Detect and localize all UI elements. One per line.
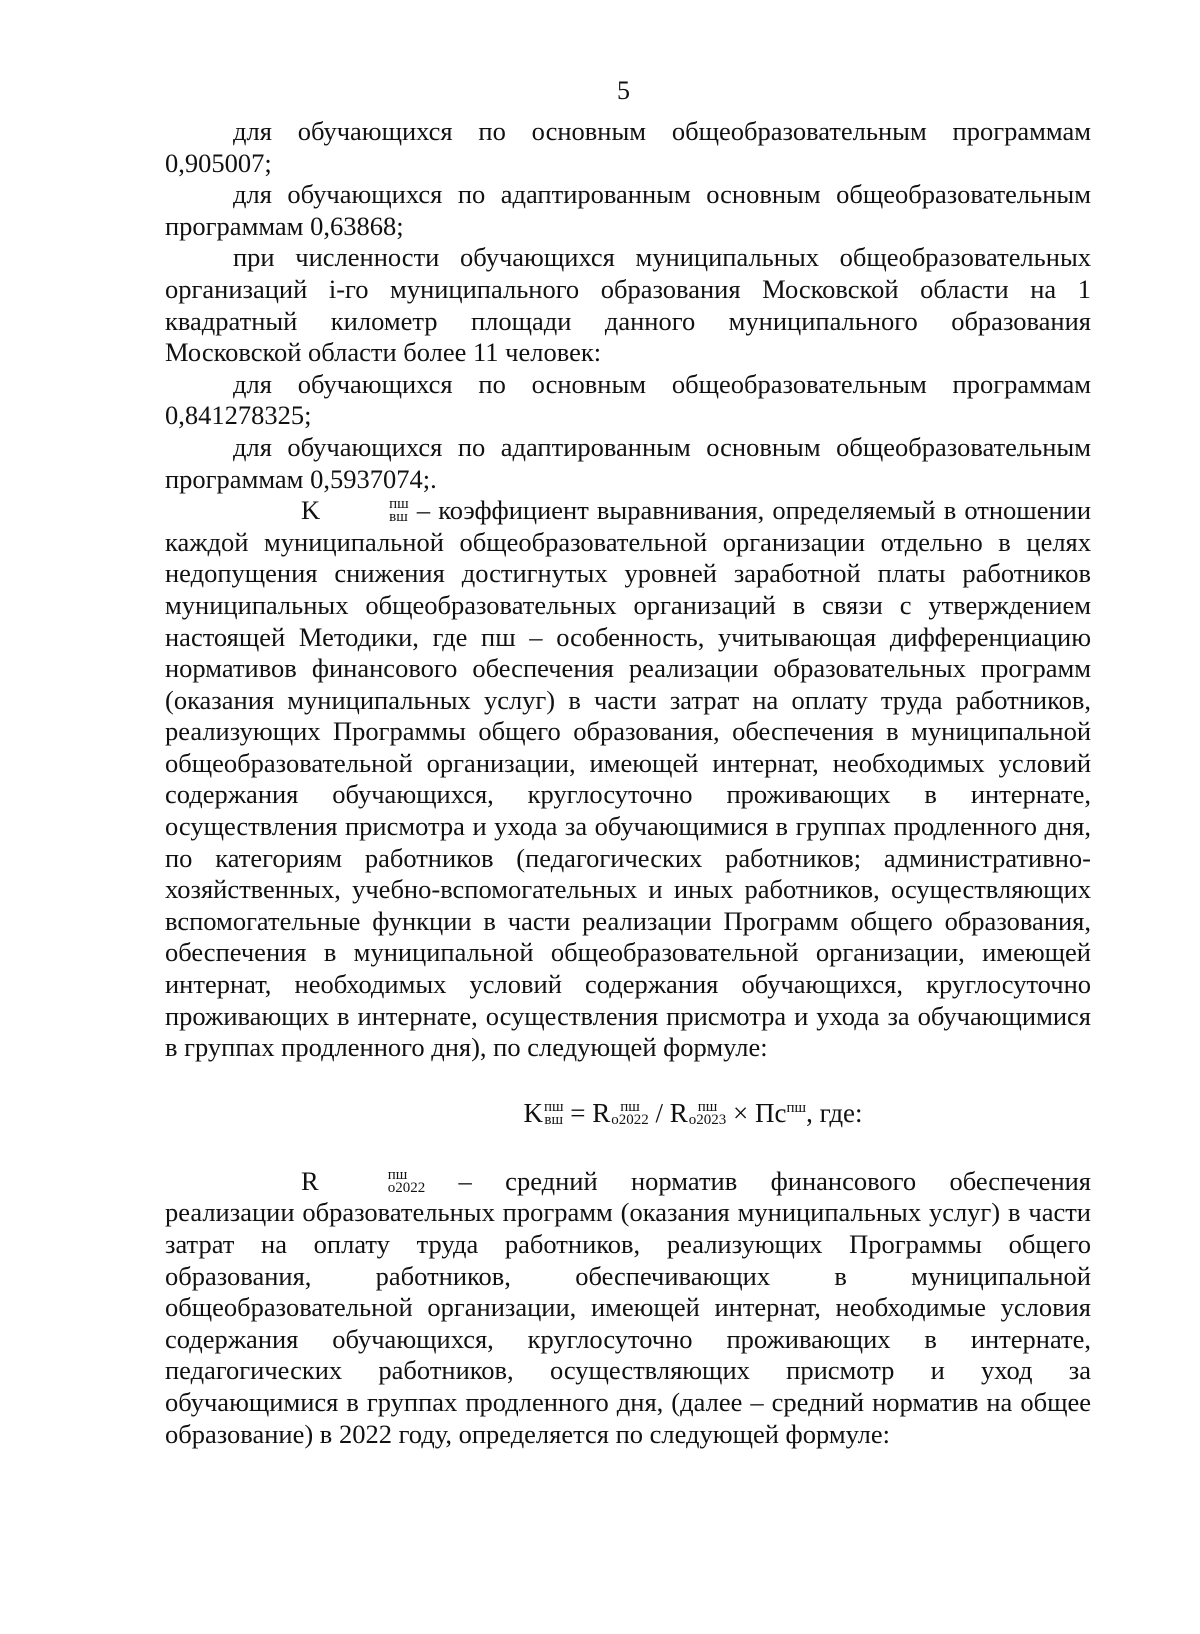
paragraph-basic-programs-2: для обучающихся по основным общеобразовательным программам 0,841278325; [165, 368, 1091, 431]
r2022-symbol-base: R [301, 1165, 319, 1196]
formula-tail: , где: [806, 1097, 863, 1128]
formula-r2-sub: o2023 [688, 1111, 727, 1128]
formula-r2022-symbol [592, 1096, 649, 1130]
formula-equals: = [563, 1097, 593, 1128]
page-number: 5 [617, 76, 630, 105]
formula-r1-sub: o2022 [611, 1111, 649, 1128]
formula-k-base: K [523, 1097, 543, 1128]
paragraph-basic-programs-1: для обучающихся по основным общеобразовательным программам 0,905007; [165, 116, 1091, 178]
formula-r2023-symbol [670, 1096, 727, 1130]
r2022-definition-text: – средний норматив финансового обеспечения реализации образовательных программ (оказания муниципальных услуг) в части затрат на оплату труда работников, реализующих Программы общего образования, работников, обеспечивающих в муниципальной общеобразовательной организации, имеющей интернат, необходимые условия содержания обучающихся, круглосуточно проживающих в интернате, педагогических работников, осуществляющих присмотр и уход за обучающимися в группах продленного дня, (далее – средний норматив на общее образование) в 2022 году, определяется по следующей формуле: [165, 1165, 1091, 1449]
paragraph-adapted-programs-1: для обучающихся по адаптированным основным общеобразовательным программам 0,63868; [165, 179, 1091, 241]
paragraph-adapted-programs-2: для обучающихся по адаптированным основным общеобразовательным программам 0,5937074;. [165, 431, 1091, 494]
formula-r1-sup: пш [620, 1098, 640, 1115]
r2022-symbol-subscript: o2022 [387, 1179, 426, 1196]
document-body [165, 116, 1091, 1450]
formula-coefficient [165, 1096, 1091, 1130]
formula-pc-sup: пш [786, 1099, 807, 1116]
coefficient-symbol-base: K [301, 495, 321, 526]
formula-r2-base: R [669, 1097, 688, 1128]
formula-multiply: × [726, 1097, 756, 1128]
formula-pc-base: Пс [755, 1097, 787, 1128]
formula-pc-symbol [755, 1096, 806, 1130]
paragraph-coefficient-definition [165, 495, 1091, 1064]
formula-r1-base: R [592, 1097, 611, 1128]
formula-divide: / [648, 1097, 670, 1128]
paragraph-r2022-definition [165, 1166, 1091, 1450]
r2022-symbol [233, 1166, 425, 1198]
formula-k-sub: вш [544, 1111, 564, 1128]
coefficient-symbol [233, 495, 409, 527]
coefficient-symbol-subscript: вш [389, 509, 408, 526]
r2022-symbol-superscript: пш [387, 1166, 408, 1183]
formula-k-symbol [523, 1096, 563, 1130]
paragraph-density-condition: при численности обучающихся муниципальных общеобразовательных организаций i-го муниципального образования Московской области на 1 квадратный километр площади данного муниципального образования Московской области более 11 человек: [165, 242, 1091, 368]
formula-r2-sup: пш [697, 1098, 718, 1115]
coefficient-definition-text: – коэффициент выравнивания, определяемый в отношении каждой муниципальной общеобразовательной организации отдельно в целях недопущения снижения достигнутых уровней заработной платы работников муниципальных общеобразовательных организаций в связи с утверждением настоящей Методики, где пш – особенность, учитывающая дифференциацию нормативов финансового обеспечения реализации образовательных программ (оказания муниципальных услуг) в части затрат на оплату труда работников, реализующих Программы общего образования, обеспечения в муниципальной общеобразовательной организации, имеющей интернат, необходимых условий содержания обучающихся, круглосуточно проживающих в интернате, осуществления присмотра и ухода за обучающимися в группах продленного дня, по категориям работников (педагогических работников; административно-хозяйственных, учебно-вспомогательных и иных работников, осуществляющих вспомогательные функции в части реализации Программ общего образования, обеспечения в муниципальной общеобразовательной организации, имеющей интернат, необходимых условий содержания обучающихся, круглосуточно проживающих в интернате, осуществления присмотра и ухода за обучающимися в группах продленного дня), по следующей формуле: [165, 495, 1091, 1063]
formula-k-sup: пш [543, 1098, 564, 1115]
coefficient-symbol-superscript: пш [389, 496, 409, 513]
